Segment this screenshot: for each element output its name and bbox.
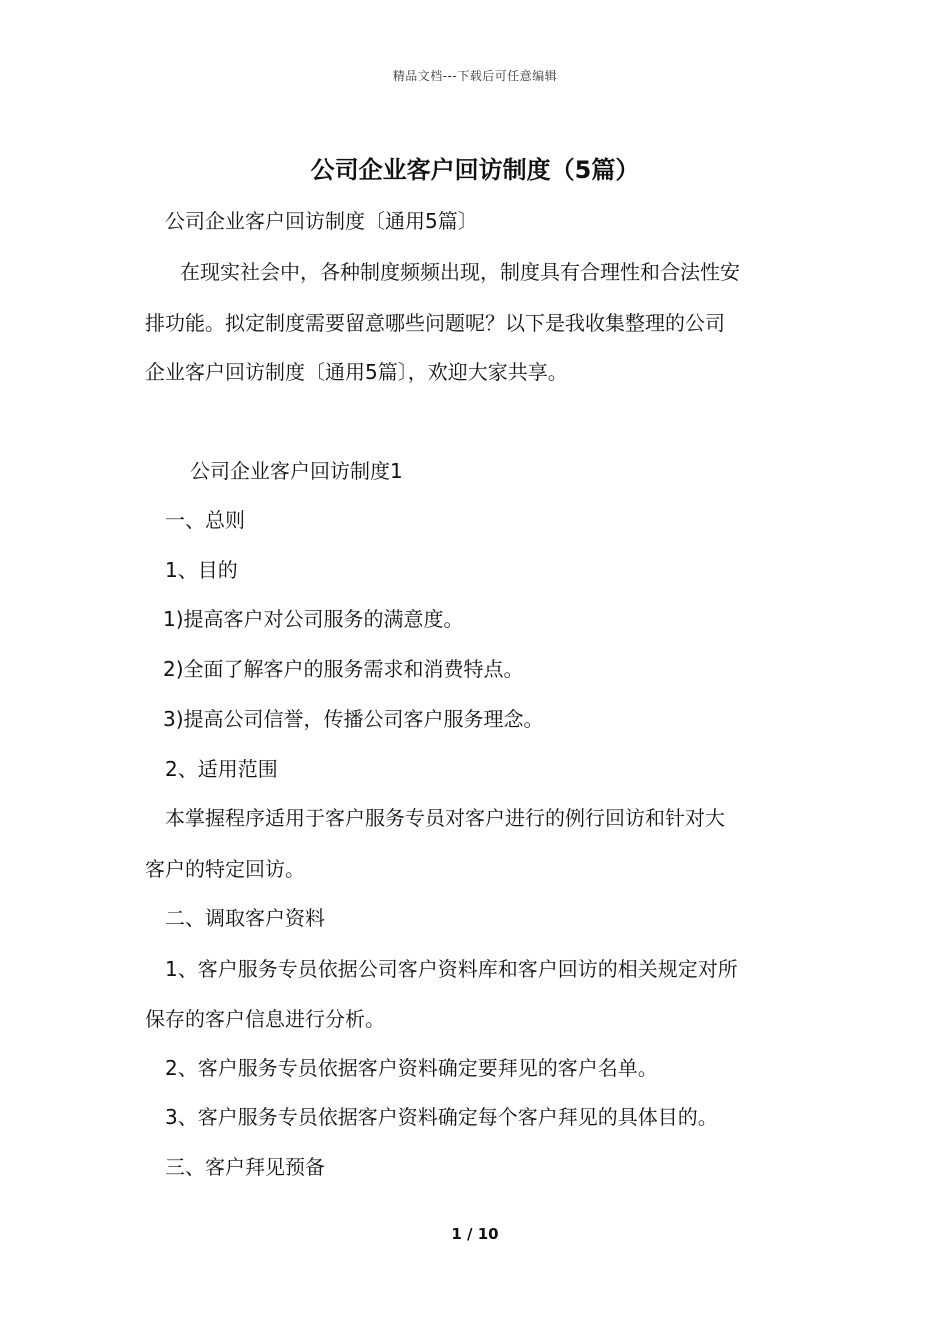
item-1-point-2: 2)全面了解客户的服务需求和消费特点。 <box>163 657 524 681</box>
intro-line-2: 排功能。拟定制度需要留意哪些问题呢？以下是我收集整理的公司 <box>145 311 725 335</box>
part-2-point-1-line-2: 保存的客户信息进行分析。 <box>145 1007 385 1031</box>
part-2-heading: 二、调取客户资料 <box>165 906 325 930</box>
page-number: 1 / 10 <box>451 1225 499 1243</box>
part-1-heading: 一、总则 <box>165 508 245 532</box>
part-2-point-3: 3、客户服务专员依据客户资料确定每个客户拜见的具体目的。 <box>165 1105 718 1129</box>
intro-line-1: 在现实社会中，各种制度频频出现，制度具有合理性和合法性安 <box>180 260 740 284</box>
item-2-text-line-2: 客户的特定回访。 <box>145 857 305 881</box>
document-title: 公司企业客户回访制度（5篇） <box>310 156 640 184</box>
intro-line-3: 企业客户回访制度〔通用5篇〕，欢迎大家共享。 <box>145 360 568 384</box>
part-3-heading: 三、客户拜见预备 <box>165 1155 325 1179</box>
item-2-heading: 2、适用范围 <box>165 757 278 781</box>
part-2-point-1-line-1: 1、客户服务专员依据公司客户资料库和客户回访的相关规定对所 <box>165 957 738 981</box>
item-1-point-1: 1)提高客户对公司服务的满意度。 <box>163 607 464 631</box>
part-2-point-2: 2、客户服务专员依据客户资料确定要拜见的客户名单。 <box>165 1056 658 1080</box>
item-1-heading: 1、目的 <box>165 558 238 582</box>
subtitle: 公司企业客户回访制度〔通用5篇〕 <box>165 209 478 233</box>
item-2-text-line-1: 本掌握程序适用于客户服务专员对客户进行的例行回访和针对大 <box>165 806 725 830</box>
item-1-point-3: 3)提高公司信誉，传播公司客户服务理念。 <box>163 707 544 731</box>
page-header: 精品文档---下载后可任意编辑 <box>392 69 558 83</box>
section-heading: 公司企业客户回访制度1 <box>190 459 403 483</box>
